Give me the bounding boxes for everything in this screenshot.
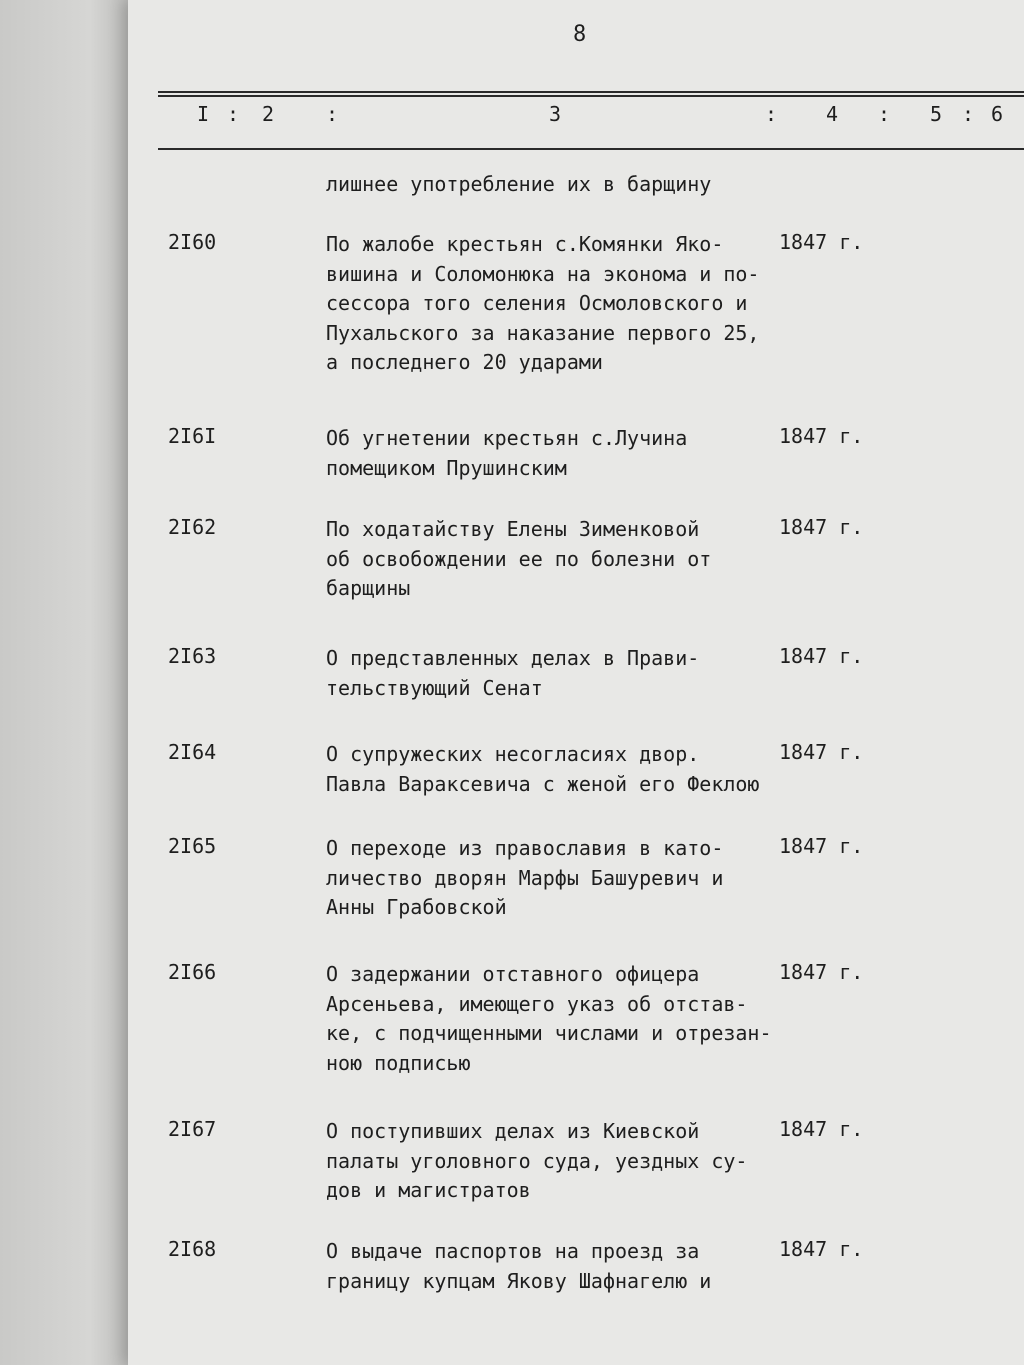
entry-line: ке, с подчищенными числами и отрезан- bbox=[326, 1021, 772, 1045]
header-separator: : bbox=[962, 102, 975, 126]
entry-number: 2I68 bbox=[168, 1237, 217, 1261]
entry-line: О поступивших делах из Киевской bbox=[326, 1119, 700, 1143]
entry-line: Анны Грабовской bbox=[326, 895, 507, 919]
entry-line: О супружеских несогласиях двор. bbox=[326, 742, 700, 766]
header-separator: : bbox=[326, 102, 339, 126]
entry-number: 2I65 bbox=[168, 834, 217, 858]
entry-line: вишина и Соломонюка на эконома и по- bbox=[326, 261, 760, 286]
entry-line: об освобождении ее по болезни от bbox=[326, 546, 712, 571]
entry-line: По ходатайству Елены Зименковой bbox=[326, 517, 700, 541]
entry-line: а последнего 20 ударами bbox=[326, 350, 603, 374]
entry-line: сессора того селения Осмоловского и bbox=[326, 291, 748, 315]
entry-description bbox=[326, 515, 711, 604]
entry-line: ною подписью bbox=[326, 1050, 471, 1075]
entry-year: 1847 г. bbox=[779, 230, 864, 254]
entry-number: 2I60 bbox=[168, 230, 217, 254]
entry-description bbox=[326, 834, 723, 923]
entry-line: Павла Вараксевича с женой его Феклою bbox=[326, 771, 760, 796]
entry-description bbox=[326, 740, 759, 799]
entry-line: По жалобе крестьян с.Комянки Яко- bbox=[326, 232, 724, 256]
entry-number: 2I64 bbox=[168, 740, 217, 764]
entry-description bbox=[326, 1117, 747, 1206]
header-col-3: 3 bbox=[549, 102, 562, 126]
entry-line: дов и магистратов bbox=[326, 1178, 531, 1202]
entry-year: 1847 г. bbox=[779, 1237, 864, 1261]
entry-line: Пухальского за наказание первого 25, bbox=[326, 320, 760, 345]
entry-line: тельствующий Сенат bbox=[326, 675, 543, 700]
page-number: 8 bbox=[573, 22, 587, 47]
entry-line: границу купцам Якову Шафнагелю и bbox=[326, 1268, 712, 1293]
entry-year: 1847 г. bbox=[779, 424, 864, 448]
entry-year: 1847 г. bbox=[779, 834, 864, 858]
entry-description bbox=[326, 960, 772, 1078]
entry-line: О выдаче паспортов на проезд за bbox=[326, 1239, 700, 1263]
entry-description bbox=[326, 644, 699, 703]
header-top-rule bbox=[158, 91, 1024, 93]
entry-year: 1847 г. bbox=[779, 644, 864, 668]
header-separator: : bbox=[765, 102, 778, 126]
entry-description bbox=[326, 424, 687, 483]
header-separator: : bbox=[878, 102, 891, 126]
entry-line: личество дворян Марфы Башуревич и bbox=[326, 865, 724, 890]
entry-number: 2I63 bbox=[168, 644, 217, 668]
entry-number: 2I6I bbox=[168, 424, 217, 448]
header-bottom-rule bbox=[158, 148, 1024, 150]
entry-year: 1847 г. bbox=[779, 740, 864, 764]
entry-line: О задержании отставного офицера bbox=[326, 962, 700, 986]
entry-line: палаты уголовного суда, уездных су- bbox=[326, 1148, 748, 1173]
header-col-2: 2 bbox=[262, 102, 275, 126]
entry-number: 2I62 bbox=[168, 515, 217, 539]
entry-number: 2I66 bbox=[168, 960, 217, 984]
entry-line: барщины bbox=[326, 576, 411, 600]
header-separator: : bbox=[227, 102, 240, 126]
entry-line: Об угнетении крестьян с.Лучина bbox=[326, 426, 688, 450]
continuation-line: лишнее употребление их в барщину bbox=[326, 172, 712, 196]
header-col-4: 4 bbox=[826, 102, 839, 126]
entry-line: О представленных делах в Прави- bbox=[326, 646, 700, 670]
entry-number: 2I67 bbox=[168, 1117, 217, 1141]
header-col-1: I bbox=[197, 102, 210, 126]
entry-description bbox=[326, 230, 759, 378]
facing-page-edge bbox=[0, 0, 128, 1365]
entry-line: Арсеньева, имеющего указ об отстав- bbox=[326, 991, 748, 1016]
header-col-5: 5 bbox=[930, 102, 943, 126]
header-top-rule-2 bbox=[158, 95, 1024, 97]
entry-line: помещиком Прушинским bbox=[326, 455, 567, 480]
entry-year: 1847 г. bbox=[779, 1117, 864, 1141]
entry-year: 1847 г. bbox=[779, 960, 864, 984]
header-col-6: 6 bbox=[991, 102, 1004, 126]
entry-line: О переходе из православия в като- bbox=[326, 836, 724, 860]
entry-description bbox=[326, 1237, 711, 1296]
entry-year: 1847 г. bbox=[779, 515, 864, 539]
